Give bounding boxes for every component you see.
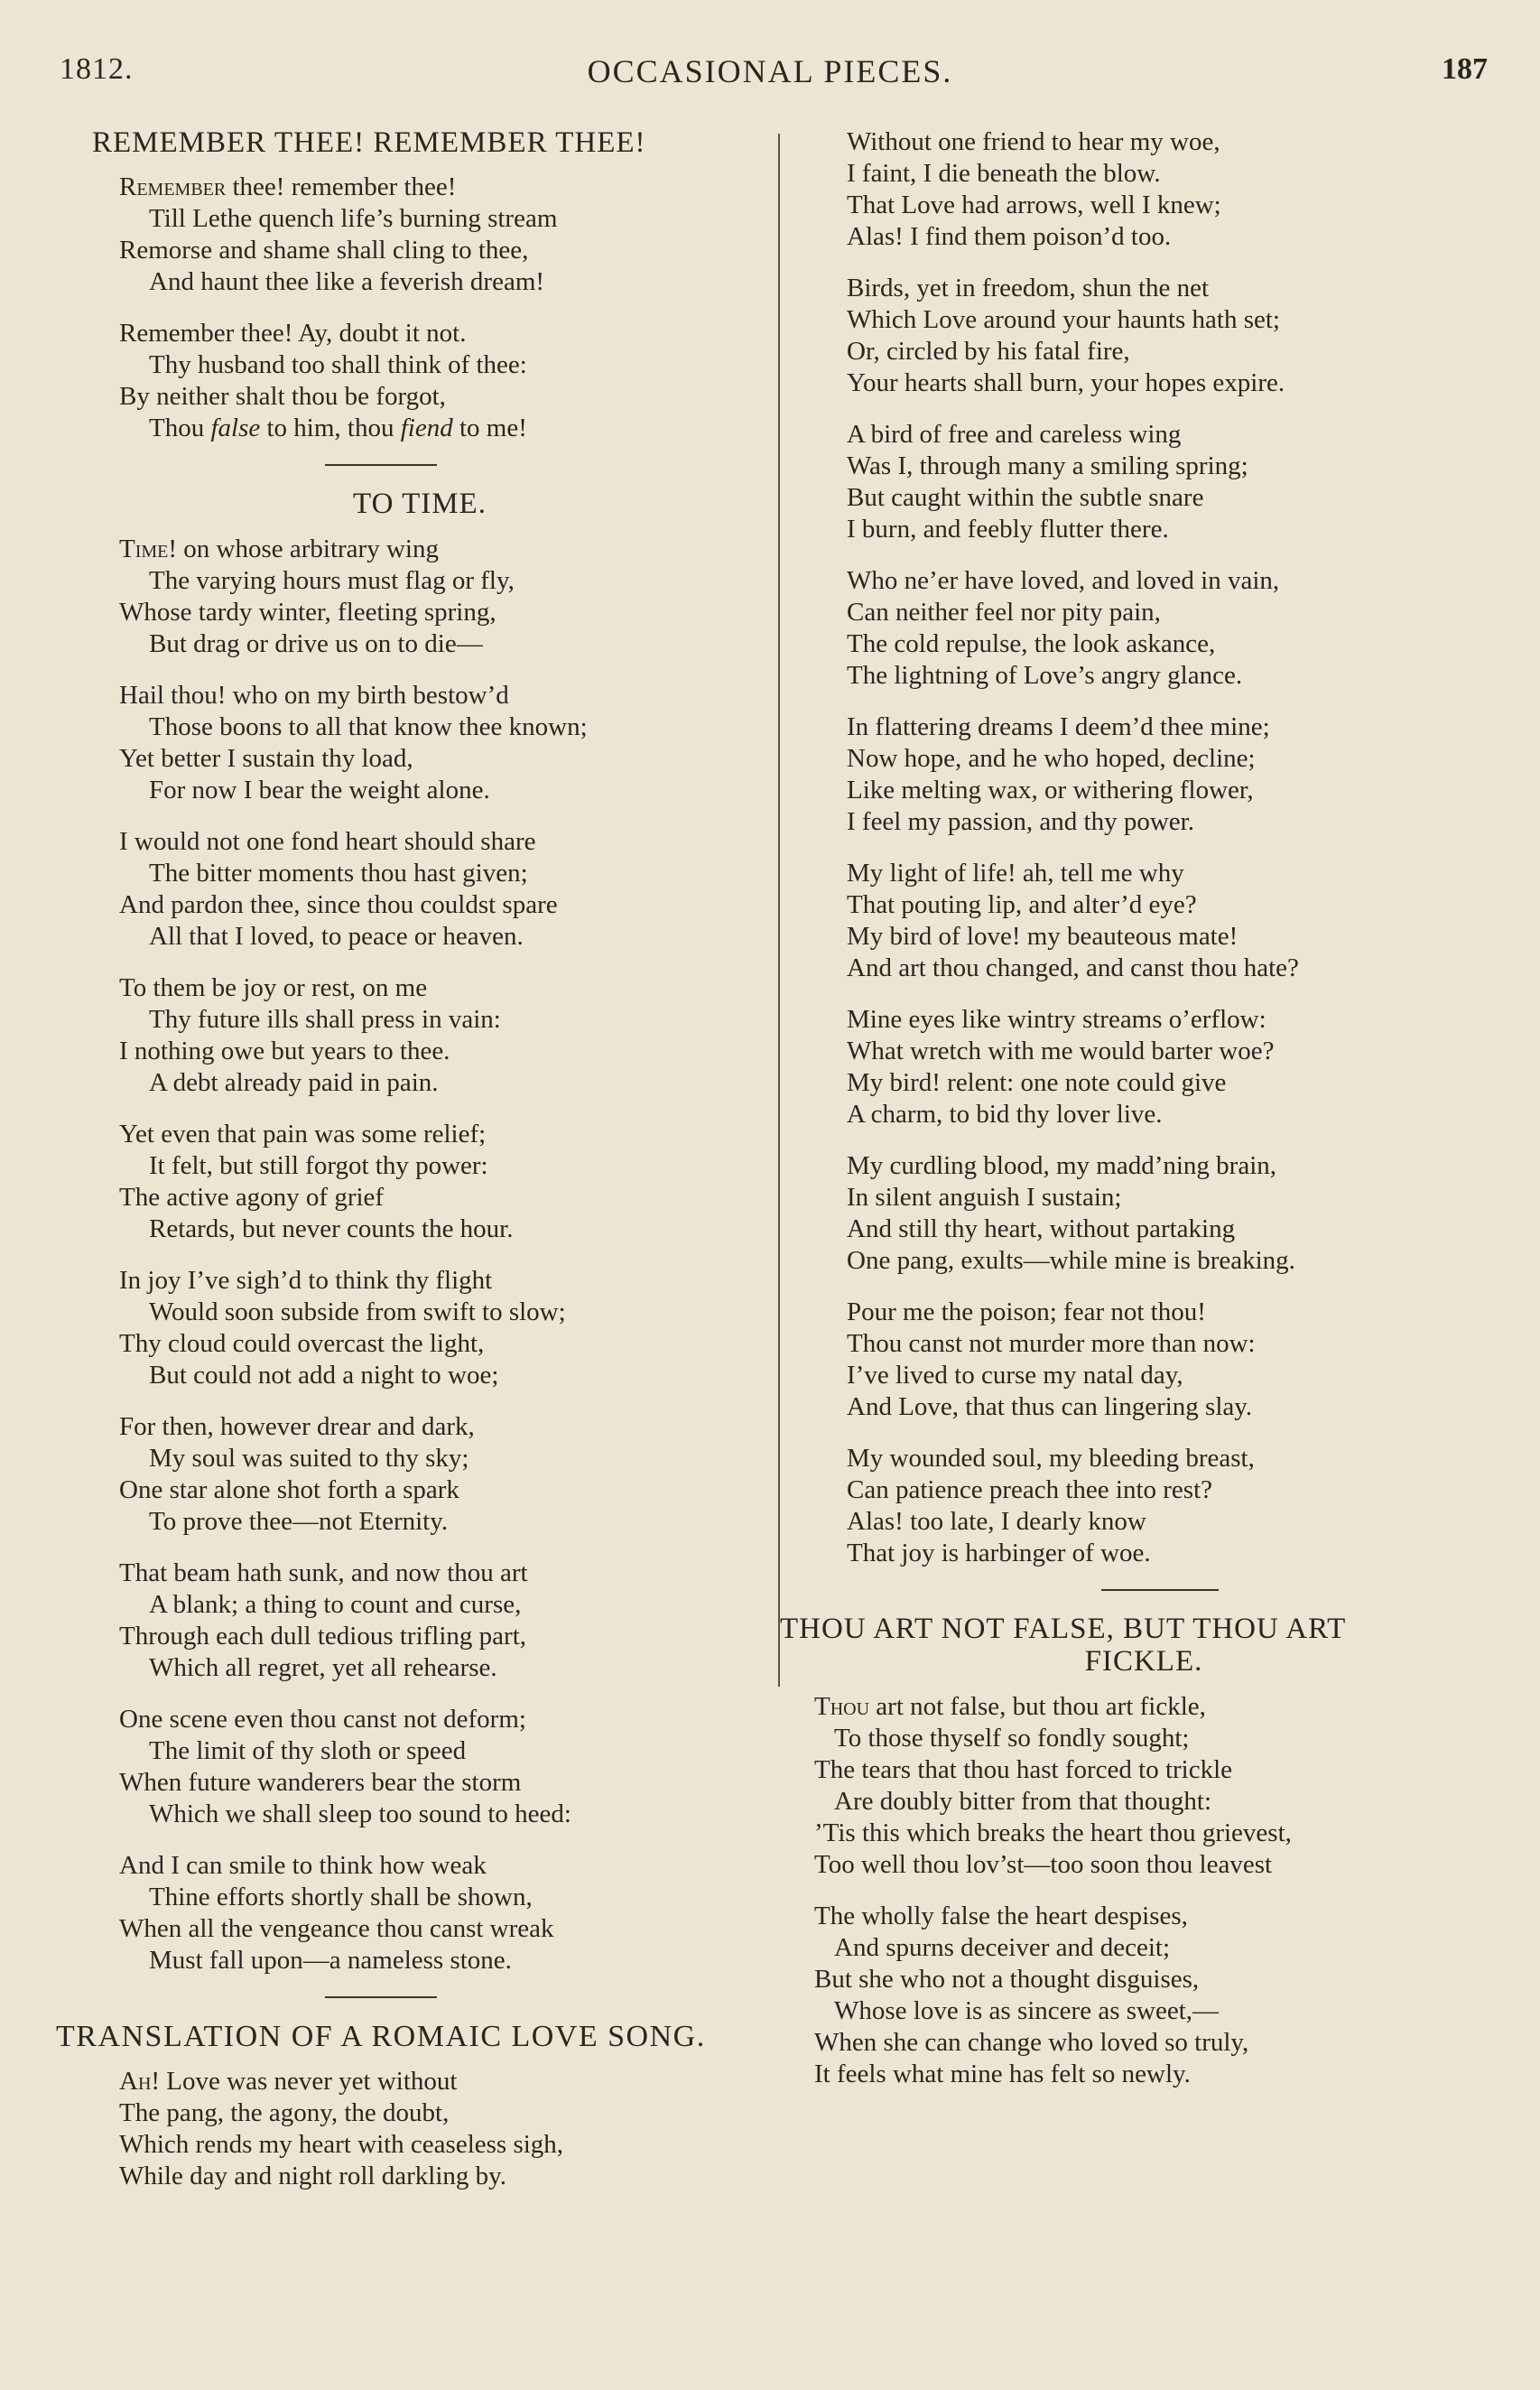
verse-line: Your hearts shall burn, your hopes expire.	[847, 368, 1285, 397]
verse-line: And Love, that thus can lingering slay.	[847, 1392, 1253, 1421]
verse-line: And I can smile to think how weak	[119, 1850, 487, 1880]
verse-line: Whose tardy winter, fleeting spring,	[119, 597, 496, 627]
verse-line: One pang, exults—while mine is breaking.	[847, 1246, 1295, 1275]
verse-line: Like melting wax, or withering flower,	[847, 776, 1254, 804]
drop-word: Remember	[119, 172, 227, 202]
verse-line: The tears that thou hast forced to trickle	[814, 1754, 1233, 1784]
verse-line: Was I, through many a smiling spring;	[847, 451, 1248, 480]
verse-line: But she who not a thought disguises,	[814, 1964, 1200, 1994]
verse-line: Thou false to him, thou fiend to me!	[149, 414, 527, 443]
verse-line: Which all regret, yet all rehearse.	[149, 1652, 497, 1682]
verse-line: But drag or drive us on to die—	[149, 628, 483, 658]
verse-line: For then, however drear and dark,	[119, 1411, 475, 1441]
verse-line: While day and night roll darkling by.	[119, 2161, 506, 2190]
poem-body-romaic-continued	[776, 126, 1508, 1569]
header-section-title: OCCASIONAL PIECES.	[587, 53, 953, 89]
verse-line: That Love had arrows, well I knew;	[847, 191, 1221, 219]
verse-line: When she can change who loved so truly,	[814, 2027, 1249, 2057]
stanza	[63, 680, 758, 806]
stanza	[63, 972, 758, 1099]
verse-line: I would not one fond heart should share	[119, 826, 536, 856]
stanza	[63, 1411, 758, 1538]
verse-line: All that I loved, to peace or heaven.	[149, 921, 524, 951]
verse-line: ’Tis this which breaks the heart thou grievest,	[814, 1818, 1292, 1847]
header-page-number: 187	[1442, 52, 1488, 86]
verse-line: My light of life! ah, tell me why	[847, 859, 1184, 888]
verse-line: It feels what mine has felt so newly.	[814, 2059, 1191, 2088]
verse-line: Through each dull tedious trifling part,	[119, 1621, 527, 1651]
verse-line: Pour me the poison; fear not thou!	[847, 1297, 1206, 1326]
stanza	[776, 711, 1508, 838]
verse-line: Remember thee! Ay, doubt it not.	[119, 319, 467, 349]
verse-line: Remorse and shame shall cling to thee,	[119, 236, 529, 265]
verse-line: Mine eyes like wintry streams o’erflow:	[847, 1005, 1266, 1034]
verse-line: The limit of thy sloth or speed	[149, 1735, 467, 1765]
verse-line: It felt, but still forgot thy power:	[149, 1150, 488, 1180]
stanza	[776, 1297, 1508, 1423]
poem-title-to-time: TO TIME.	[353, 488, 487, 521]
verse-line: In joy I’ve sigh’d to think thy flight	[119, 1265, 493, 1295]
verse-line: A bird of free and careless wing	[847, 420, 1182, 449]
stanza	[63, 318, 758, 444]
verse-line: Without one friend to hear my woe,	[847, 127, 1220, 156]
verse-line: A charm, to bid thy lover live.	[847, 1100, 1163, 1129]
verse-line: Too well thou lov’st—too soon thou leavest	[814, 1849, 1273, 1879]
verse-line: Thy cloud could overcast the light,	[119, 1328, 485, 1358]
verse-line: Or, circled by his fatal fire,	[847, 337, 1130, 366]
verse-line: The active agony of grief	[119, 1182, 385, 1212]
verse-line: Would soon subside from swift to slow;	[149, 1297, 566, 1326]
verse-line: My wounded soul, my bleeding breast,	[847, 1444, 1255, 1473]
running-head	[0, 52, 1540, 107]
right-column	[776, 126, 1508, 2110]
stanza	[63, 2066, 758, 2192]
section-divider	[325, 1996, 437, 1998]
verse-line: The wholly false the heart despises,	[814, 1901, 1188, 1930]
verse-line: Whose love is as sincere as sweet,—	[834, 1995, 1220, 2025]
verse-line: My soul was suited to thy sky;	[149, 1443, 469, 1473]
verse-line: I burn, and feebly flutter there.	[847, 515, 1169, 544]
poem-body-to-time	[63, 534, 758, 1976]
verse-line: Now hope, and he who hoped, decline;	[847, 744, 1256, 773]
poem-title-remember-thee: REMEMBER THEE! REMEMBER THEE!	[92, 126, 646, 159]
verse-line: In flattering dreams I deem’d thee mine;	[847, 712, 1270, 741]
verse-line: I’ve lived to curse my natal day,	[847, 1361, 1183, 1390]
stanza	[776, 1150, 1508, 1277]
verse-line: Those boons to all that know thee known;	[149, 711, 588, 741]
verse-line: Time! on whose arbitrary wing	[119, 534, 439, 563]
verse-line: I faint, I die beneath the blow.	[847, 159, 1161, 188]
stanza	[63, 1850, 758, 1976]
stanza	[776, 126, 1508, 253]
verse-line: Thy husband too shall think of thee:	[149, 350, 527, 380]
verse-line: Alas! I find them poison’d too.	[847, 222, 1172, 251]
verse-line: But caught within the subtle snare	[847, 483, 1204, 512]
verse-line: Can patience preach thee into rest?	[847, 1475, 1212, 1504]
verse-line: Yet even that pain was some relief;	[119, 1119, 487, 1149]
verse-line: Are doubly bitter from that thought:	[834, 1786, 1212, 1816]
verse-line: Thy future ills shall press in vain:	[149, 1004, 501, 1034]
verse-line: A debt already paid in pain.	[149, 1067, 439, 1097]
verse-line: My bird of love! my beauteous mate!	[847, 922, 1238, 951]
verse-line: The cold repulse, the look askance,	[847, 629, 1216, 658]
verse-line: And spurns deceiver and deceit;	[834, 1932, 1171, 1962]
poem-title-thou-art-not-false: THOU ART NOT FALSE, BUT THOU ART FICKLE.	[780, 1613, 1347, 1679]
verse-line: Remember thee! remember thee!	[119, 172, 457, 202]
verse-line: To them be joy or rest, on me	[119, 972, 428, 1002]
verse-line: One scene even thou canst not deform;	[119, 1704, 526, 1734]
stanza	[776, 1901, 1508, 2090]
verse-line: The pang, the agony, the doubt,	[119, 2097, 450, 2127]
verse-line: But could not add a night to woe;	[149, 1360, 499, 1390]
verse-line: Ah! Love was never yet without	[119, 2066, 458, 2096]
stanza	[776, 1443, 1508, 1569]
verse-line: And still thy heart, without partaking	[847, 1214, 1236, 1243]
verse-line: Thine efforts shortly shall be shown,	[149, 1882, 533, 1911]
poem-title-romaic-love-song: TRANSLATION OF A ROMAIC LOVE SONG.	[56, 2019, 706, 2053]
stanza	[63, 1119, 758, 1245]
section-divider	[325, 464, 437, 466]
verse-line: Must fall upon—a nameless stone.	[149, 1945, 512, 1975]
verse-line: Till Lethe quench life’s burning stream	[149, 204, 558, 234]
verse-line: Alas! too late, I dearly know	[847, 1507, 1146, 1536]
verse-line: That joy is harbinger of woe.	[847, 1539, 1151, 1567]
verse-line: One star alone shot forth a spark	[119, 1474, 459, 1504]
verse-line: Yet better I sustain thy load,	[119, 743, 413, 773]
stanza	[63, 172, 758, 298]
verse-line: The bitter moments thou hast given;	[149, 858, 528, 888]
header-year: 1812.	[60, 52, 134, 86]
drop-word: Ah	[119, 2066, 152, 2096]
stanza	[776, 1691, 1508, 1881]
verse-line: The lightning of Love’s angry glance.	[847, 661, 1243, 690]
verse-line: I nothing owe but years to thee.	[119, 1036, 450, 1065]
drop-word: Time	[119, 534, 169, 563]
verse-line: Hail thou! who on my birth bestow’d	[119, 680, 509, 710]
verse-line: My bird! relent: one note could give	[847, 1068, 1227, 1097]
verse-line: And haunt thee like a feverish dream!	[149, 267, 545, 297]
verse-line: That beam hath sunk, and now thou art	[119, 1558, 528, 1587]
verse-line: In silent anguish I sustain;	[847, 1183, 1122, 1212]
drop-word: Thou	[814, 1691, 870, 1721]
verse-line: That pouting lip, and alter’d eye?	[847, 890, 1197, 919]
section-divider	[1101, 1589, 1219, 1591]
verse-line: To prove thee—not Eternity.	[149, 1506, 449, 1536]
stanza	[776, 419, 1508, 545]
verse-line: Thou canst not murder more than now:	[847, 1329, 1256, 1358]
verse-line: By neither shalt thou be forgot,	[119, 382, 446, 412]
stanza	[63, 826, 758, 953]
stanza	[776, 273, 1508, 399]
verse-line: Which we shall sleep too sound to heed:	[149, 1799, 571, 1828]
verse-line: To those thyself so fondly sought;	[834, 1723, 1190, 1753]
verse-line: When all the vengeance thou canst wreak	[119, 1913, 554, 1943]
stanza	[63, 1558, 758, 1684]
verse-line: Which rends my heart with ceaseless sigh,	[119, 2129, 564, 2159]
verse-line: What wretch with me would barter woe?	[847, 1037, 1275, 1065]
verse-line: For now I bear the weight alone.	[149, 775, 490, 804]
stanza	[63, 1704, 758, 1830]
verse-line: My curdling blood, my madd’ning brain,	[847, 1151, 1277, 1180]
verse-line: When future wanderers bear the storm	[119, 1767, 522, 1797]
verse-line: Birds, yet in freedom, shun the net	[847, 274, 1210, 302]
stanza	[776, 858, 1508, 984]
verse-line: Can neither feel nor pity pain,	[847, 598, 1161, 627]
verse-line: Thou art not false, but thou art fickle,	[814, 1691, 1206, 1721]
stanza	[776, 1004, 1508, 1130]
verse-line: And art thou changed, and canst thou hate?	[847, 953, 1299, 982]
verse-line: The varying hours must flag or fly,	[149, 565, 515, 595]
verse-line: A blank; a thing to count and curse,	[149, 1589, 522, 1619]
verse-line: Who ne’er have loved, and loved in vain,	[847, 566, 1280, 595]
verse-line: Retards, but never counts the hour.	[149, 1214, 514, 1243]
stanza	[776, 565, 1508, 692]
verse-line: And pardon thee, since thou couldst spare	[119, 889, 558, 919]
left-column	[56, 126, 758, 2212]
verse-line: Which Love around your haunts hath set;	[847, 305, 1280, 334]
verse-line: I feel my passion, and thy power.	[847, 807, 1194, 836]
stanza	[63, 534, 758, 660]
stanza	[63, 1265, 758, 1391]
